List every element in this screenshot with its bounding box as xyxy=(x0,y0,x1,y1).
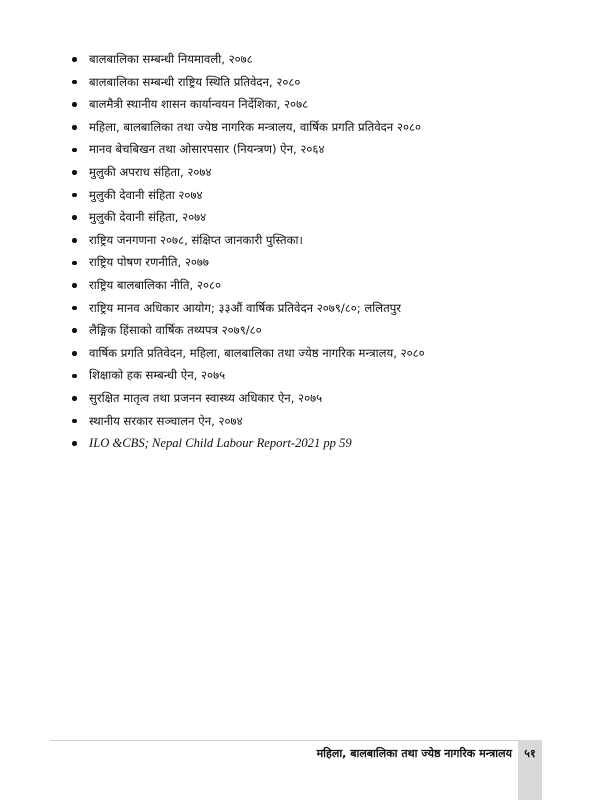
reference-item xyxy=(68,319,538,342)
reference-text: मुलुकी देवानी संहिता २०७४ xyxy=(89,187,203,202)
reference-item xyxy=(68,138,538,161)
reference-text: मुलुकी देवानी संहिता, २०७४ xyxy=(89,210,207,225)
reference-text: बालबालिका सम्बन्धी नियमावली, २०७८ xyxy=(89,52,253,66)
bullet-icon xyxy=(72,351,77,356)
reference-item xyxy=(68,297,538,320)
footer-divider xyxy=(50,740,520,741)
reference-item xyxy=(68,184,538,207)
reference-item xyxy=(68,48,538,71)
reference-item xyxy=(68,229,538,252)
bullet-icon xyxy=(72,170,77,175)
reference-text: लैङ्गिक हिंसाको वार्षिक तथ्यपत्र २०७९/८० xyxy=(89,323,262,338)
reference-item xyxy=(68,93,538,116)
reference-text: वार्षिक प्रगति प्रतिवेदन, महिला, बालबालिका तथा ज्येष्ठ नागरिक मन्त्रालय, २०८० xyxy=(89,345,425,360)
reference-text: स्थानीय सरकार सञ्चालन ऐन, २०७४ xyxy=(89,413,243,428)
bullet-icon xyxy=(72,419,77,424)
bullet-icon xyxy=(72,215,77,220)
reference-item xyxy=(68,71,538,94)
bullet-icon xyxy=(72,283,77,288)
bullet-icon xyxy=(72,306,77,311)
footer-title: महिला, बालबालिका तथा ज्येष्ठ नागरिक मन्त्रालय xyxy=(316,747,512,760)
reference-item xyxy=(68,342,538,365)
bullet-icon xyxy=(72,102,77,107)
bullet-icon xyxy=(72,80,77,85)
reference-text: ILO &CBS; Nepal Child Labour Report-2021 pp 59 xyxy=(89,436,352,451)
bullet-icon xyxy=(72,193,77,198)
reference-item xyxy=(68,161,538,184)
bullet-icon xyxy=(72,441,77,446)
reference-item xyxy=(68,387,538,410)
reference-item xyxy=(68,410,538,433)
reference-text: राष्ट्रिय मानव अधिकार आयोग; ३३औं वार्षिक प्रतिवेदन २०७९/८०; ललितपुर xyxy=(89,300,402,315)
bullet-icon xyxy=(72,57,77,62)
bullet-icon xyxy=(72,148,77,153)
bullet-icon xyxy=(72,238,77,243)
bullet-icon xyxy=(72,328,77,333)
reference-text: बालबालिका सम्बन्धी राष्ट्रिय स्थिति प्रतिवेदन, २०८० xyxy=(89,74,301,89)
reference-list xyxy=(68,48,538,455)
reference-text: सुरक्षित मातृत्व तथा प्रजनन स्वास्थ्य अधिकार ऐन, २०७५ xyxy=(89,390,323,405)
reference-text: शिक्षाको हक सम्बन्धी ऐन, २०७५ xyxy=(89,368,226,383)
reference-item xyxy=(68,274,538,297)
reference-item xyxy=(68,206,538,229)
reference-text: बालमैत्री स्थानीय शासन कार्यान्वयन निर्देशिका, २०७८ xyxy=(89,97,309,112)
reference-item xyxy=(68,116,538,139)
reference-text: राष्ट्रिय बालबालिका नीति, २०८० xyxy=(89,277,222,292)
bullet-icon xyxy=(72,125,77,130)
reference-item xyxy=(68,364,538,387)
bullet-icon xyxy=(72,261,77,266)
reference-text: राष्ट्रिय जनगणना २०७८, संक्षिप्त जानकारी पुस्तिका। xyxy=(89,232,303,247)
bullet-icon xyxy=(72,374,77,379)
page-number: ५१ xyxy=(524,747,536,760)
reference-item xyxy=(68,432,538,455)
bullet-icon xyxy=(72,396,77,401)
reference-text: महिला, बालबालिका तथा ज्येष्ठ नागरिक मन्त्रालय, वार्षिक प्रगति प्रतिवेदन २०८० xyxy=(89,119,422,134)
reference-text: राष्ट्रिय पोषण रणनीति, २०७७ xyxy=(89,255,209,270)
reference-item xyxy=(68,251,538,274)
reference-text: मानव बेचबिखन तथा ओसारपसार (नियन्त्रण) ऐन, २०६४ xyxy=(89,142,325,157)
reference-text: मुलुकी अपराध संहिता, २०७४ xyxy=(89,164,212,179)
